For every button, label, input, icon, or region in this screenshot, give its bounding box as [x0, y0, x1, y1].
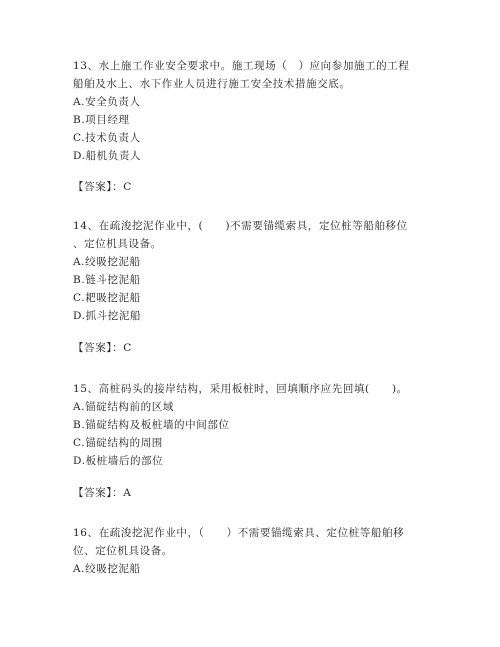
question-15-answer: 【答案】：A	[73, 487, 132, 499]
question-15	[73, 380, 433, 470]
question-13-stem-line-1: 13、水上施工作业安全要求中。施工现场（ ）应向参加施工的工程	[73, 60, 410, 72]
question-13-option-d: D.船机负责人	[73, 150, 142, 162]
question-13-option-a: A.安全负责人	[73, 96, 141, 108]
question-15-stem-line-1: 15、高桩码头的接岸结构，采用板桩时，回填顺序应先回填( )。	[73, 383, 408, 395]
question-14-answer: 【答案】：C	[73, 342, 132, 354]
question-13-stem-line-2: 船舶及水上、水下作业人员进行施工安全技术措施交底。	[73, 78, 351, 90]
question-14-option-d: D.抓斗挖泥船	[73, 310, 142, 322]
question-13-option-b: B.项目经理	[73, 114, 130, 126]
question-14-option-b: B.链斗挖泥船	[73, 274, 141, 286]
question-16	[73, 524, 433, 578]
question-15-option-b: B.锚碇结构及板桩墙的中间部位	[73, 419, 230, 431]
question-16-option-a: A.绞吸挖泥船	[73, 563, 141, 575]
question-15-option-c: C.锚碇结构的周围	[73, 437, 163, 449]
question-15-option-a: A.锚碇结构前的区域	[73, 401, 174, 413]
question-16-stem-line-2: 位、定位机具设备。	[73, 545, 173, 557]
question-14	[73, 217, 433, 325]
question-13-answer: 【答案】：C	[73, 181, 132, 193]
question-13-option-c: C.技术负责人	[73, 132, 141, 144]
question-15-option-d: D.板桩墙后的部位	[73, 455, 164, 467]
question-13	[73, 57, 433, 165]
question-14-option-c: C.耙吸挖泥船	[73, 292, 141, 304]
question-16-stem-line-1: 16、在疏浚挖泥作业中，（ ）不需要锚缆索具、定位桩等船舶移	[73, 527, 405, 539]
question-14-stem-line-1: 14、在疏浚挖泥作业中，( )不需要锚缆索具，定位桩等船舶移位	[73, 220, 408, 232]
question-14-option-a: A.绞吸挖泥船	[73, 256, 141, 268]
question-14-stem-line-2: 、定位机具设备。	[73, 238, 162, 250]
